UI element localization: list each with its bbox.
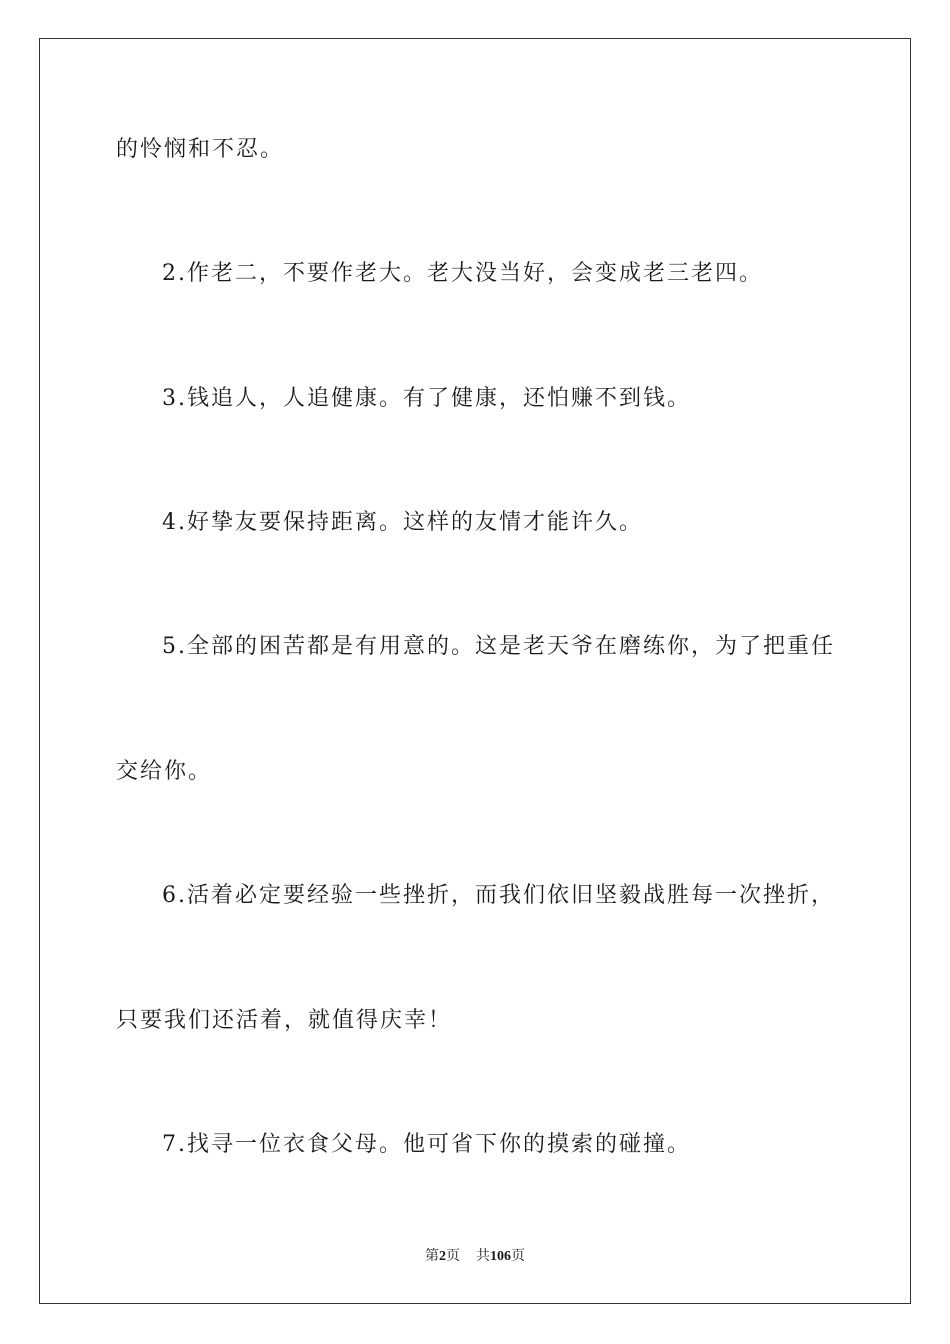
total-pages: 106: [490, 1249, 511, 1264]
text-line-7: 6.活着必定要经验一些挫折，而我们依旧坚毅战胜每一次挫折，: [162, 883, 835, 908]
text-line-9: 7.找寻一位衣食父母。他可省下你的摸索的碰撞。: [162, 1132, 691, 1157]
total-label-prefix: 共: [476, 1248, 490, 1264]
text-line-4: 4.好挚友要保持距离。这样的友情才能许久。: [162, 510, 643, 535]
text-line-2: 2.作老二，不要作老大。老大没当好，会变成老三老四。: [162, 261, 763, 286]
page-number: 2: [439, 1249, 446, 1264]
total-label-suffix: 页: [511, 1248, 525, 1264]
page-label-prefix: 第: [425, 1248, 439, 1264]
page-border: [39, 38, 911, 1304]
text-line-3: 3.钱追人，人追健康。有了健康，还怕赚不到钱。: [162, 386, 691, 411]
page-label-suffix: 页: [446, 1248, 460, 1264]
text-line-1: 的怜悯和不忍。: [116, 137, 285, 162]
text-line-6: 交给你。: [116, 759, 213, 784]
text-line-5: 5.全部的困苦都是有用意的。这是老天爷在磨练你，为了把重任: [162, 634, 835, 659]
page-footer: [0, 1246, 950, 1267]
text-line-8: 只要我们还活着，就值得庆幸！: [116, 1008, 453, 1033]
